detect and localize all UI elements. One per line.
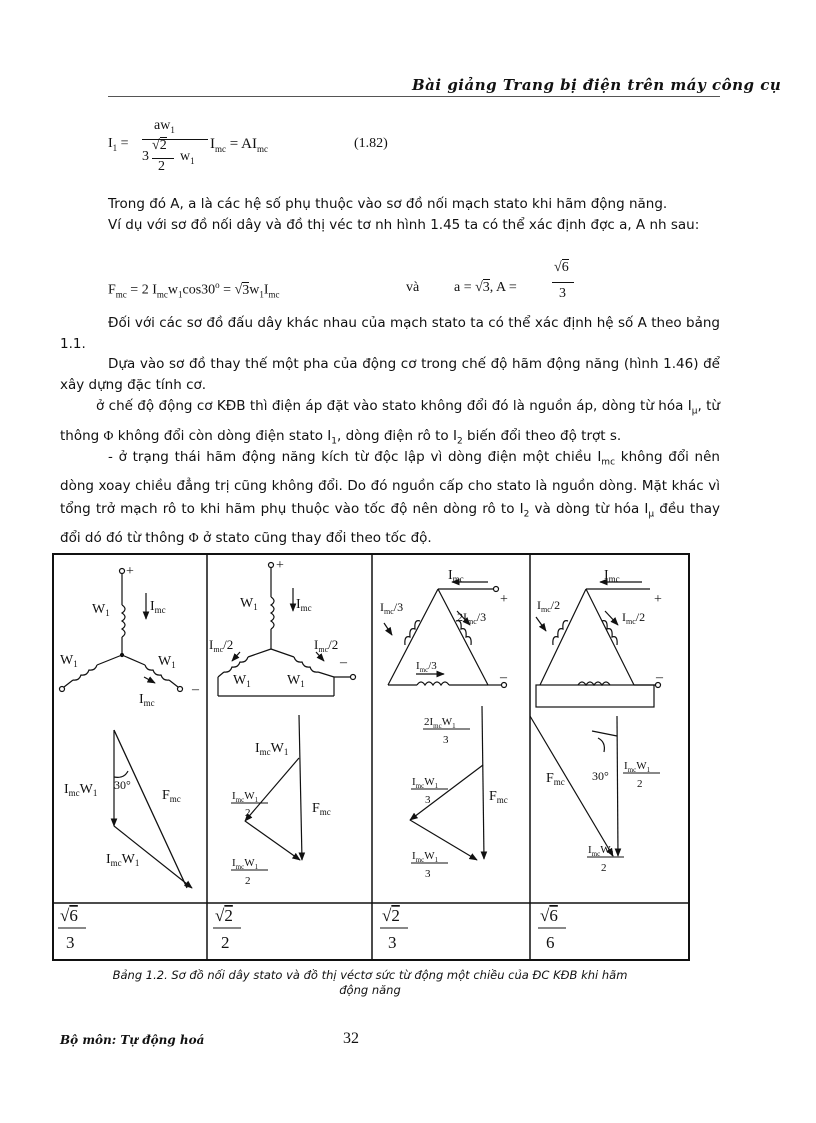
- svg-text:√6: √6: [540, 906, 558, 925]
- svg-text:W1: $W_1$: [233, 673, 251, 689]
- svg-text:√2: √2: [382, 906, 400, 925]
- panel-2-diagram: [218, 563, 356, 861]
- panel-1-labels: [60, 564, 200, 868]
- svg-text:Imc: $I_{mc}$: [448, 568, 464, 584]
- svg-text:30°: 30°: [592, 769, 609, 783]
- svg-text:Imc: $I_{mc}$: [296, 597, 312, 613]
- svg-text:–: –: [656, 670, 663, 685]
- stator-connection-table: [52, 553, 690, 961]
- page-number: 32: [343, 1030, 359, 1047]
- coefficient-3: [380, 906, 408, 952]
- svg-text:2Imc/3: $2I_{mc}/3$: [457, 610, 487, 626]
- svg-text:W1: $W_1$: [240, 596, 258, 612]
- svg-text:ImcW1: $I_{mc}W_1$: [624, 760, 651, 774]
- svg-text:–: –: [340, 655, 347, 670]
- svg-text:ImcW1: $I_{mc}W_1$: [412, 850, 439, 864]
- svg-text:Imc/2: $I_{mc}/2$: [209, 637, 234, 654]
- paragraph-1: Trong đó A, a là các hệ số phụ thuộc vào sơ đồ nối mạch stato khi hãm động năng.: [108, 196, 668, 212]
- svg-text:3: 3: [425, 794, 431, 806]
- svg-text:ImcW1: $I_{mc}W_1$: [232, 857, 259, 871]
- paragraph-6: - ở trạng thái hãm động năng kích từ độc lập vì dòng điện một chiều $I_{mc}$ không đổi nên dòng xoay chiều đẳng trị cũng không đổi. Do đó nguồn cấp cho stato là nguồn dòng. Mặt khác vì tổng trở mạch rô to khi hãm phụ thuộc vào tốc độ nên dòng rô to $I_2$ và dòng từ hóa $I_\mu$ đều thay đổi dó đó từ thông Φ ở stato cũng thay đổi theo tốc độ.: [60, 449, 721, 547]
- svg-text:2: 2: [601, 862, 607, 874]
- svg-text:–: –: [192, 682, 199, 697]
- svg-text:Imc/2: $I_{mc}/2$: [622, 610, 646, 626]
- svg-text:2: 2: [221, 933, 230, 952]
- svg-text:3: 3: [443, 734, 449, 746]
- svg-text:+: +: [500, 592, 508, 607]
- panel-2-labels: [209, 558, 348, 887]
- fmc-equation: $F_{mc} = 2$ $I_{mc}w_1\cos 30^o = √3w_1I_{mc}$ và a = √3, A = √6 3: [108, 260, 598, 312]
- svg-text:Fmc: $F_{mc}$: [546, 771, 565, 787]
- page-header-title: Bài giảng Trang bị điện trên máy công cụ: [412, 76, 782, 94]
- svg-text:√2: √2: [215, 906, 233, 925]
- svg-text:3: 3: [388, 933, 397, 952]
- svg-text:W1: $W_1$: [287, 673, 305, 689]
- paragraph-4: Dựa vào sơ đồ thay thế một pha của động cơ trong chế độ hãm động năng (hình 1.46) để xây dựng đặc tính cơ.: [60, 356, 720, 393]
- svg-text:ImcW1: $I_{mc}W_1$: [255, 741, 289, 757]
- paragraph-3: Đối với các sơ đồ đấu dây khác nhau của mạch stato ta có thể xác định hệ số A theo bảng 1.1.: [60, 315, 720, 352]
- svg-text:+: +: [276, 558, 284, 573]
- caption-line-2: động năng: [339, 983, 401, 997]
- coefficient-2: [213, 906, 241, 952]
- svg-text:30°: 30°: [114, 778, 131, 792]
- svg-text:W1: $W_1$: [92, 602, 110, 618]
- svg-text:6: 6: [546, 933, 555, 952]
- svg-text:+: +: [654, 592, 662, 607]
- coefficient-1: [58, 906, 86, 952]
- coefficient-4: [538, 906, 566, 952]
- svg-text:Fmc: $F_{mc}$: [489, 789, 508, 805]
- panel-4-labels: [537, 568, 664, 874]
- svg-text:ImcW1: $I_{mc}W_1$: [412, 776, 439, 790]
- svg-text:2: 2: [637, 778, 643, 790]
- svg-text:Imc: $I_{mc}$: [139, 692, 155, 708]
- footer-department: Bộ môn: Tự động hoá: [60, 1033, 205, 1047]
- header-divider: [108, 96, 720, 97]
- equation-1-82: $I_1$ = $aw_1$ 3 √2 2 $w_1$ $I_{mc} = AI_{mc}$ (1.82): [108, 118, 388, 174]
- svg-text:Imc: $I_{mc}$: [150, 599, 166, 615]
- svg-text:Imc/3: $I_{mc}/3$: [416, 660, 437, 674]
- table-caption: [60, 968, 680, 998]
- svg-text:Fmc: $F_{mc}$: [312, 801, 331, 817]
- svg-text:Fmc: $F_{mc}$: [162, 788, 181, 804]
- svg-text:W1: $W_1$: [158, 654, 176, 670]
- paragraph-2: Ví dụ với sơ đồ nối dây và đồ thị véc tơ nh hình 1.45 ta có thể xác định đợc a, A nh sau:: [108, 217, 700, 233]
- svg-text:2: 2: [245, 807, 251, 819]
- caption-line-1: Bảng 1.2. Sơ đồ nối dây stato và đồ thị véctơ sức từ động một chiều của ĐC KĐB khi hãm: [112, 968, 628, 982]
- svg-text:ImcW1: $I_{mc}W_1$: [588, 844, 615, 858]
- svg-text:2ImcW1: $2I_{mc}W_1$: [424, 716, 456, 730]
- svg-text:ImcW1: $I_{mc}W_1$: [106, 852, 140, 868]
- svg-text:W1: $W_1$: [60, 653, 78, 669]
- panel-3-labels: [380, 568, 508, 880]
- svg-text:2: 2: [245, 875, 251, 887]
- svg-text:ImcW1: $I_{mc}W_1$: [232, 790, 259, 804]
- svg-text:+: +: [126, 564, 134, 579]
- svg-text:–: –: [500, 670, 507, 685]
- svg-text:ImcW1: $I_{mc}W_1$: [64, 782, 98, 798]
- svg-text:Imc/2: $I_{mc}/2$: [314, 637, 339, 654]
- svg-text:Imc/3: $I_{mc}/3$: [380, 600, 404, 616]
- svg-text:√6: √6: [60, 906, 78, 925]
- coefficient-row: [58, 906, 566, 952]
- svg-text:Imc/2: $I_{mc}/2$: [537, 598, 561, 614]
- svg-text:Imc: $I_{mc}$: [604, 568, 620, 584]
- svg-text:3: 3: [425, 868, 431, 880]
- panel-1-star-diagram: [60, 569, 193, 889]
- paragraph-5: ở chế độ động cơ KĐB thì điện áp đặt vào stato không đổi đó là nguồn áp, dòng từ hóa $I_\mu$, từ thông Φ không đổi còn dòng điện stato $I_1$, dòng điện rô to $I_2$ biến đổi theo độ trợt s.: [60, 398, 720, 447]
- svg-text:3: 3: [66, 933, 75, 952]
